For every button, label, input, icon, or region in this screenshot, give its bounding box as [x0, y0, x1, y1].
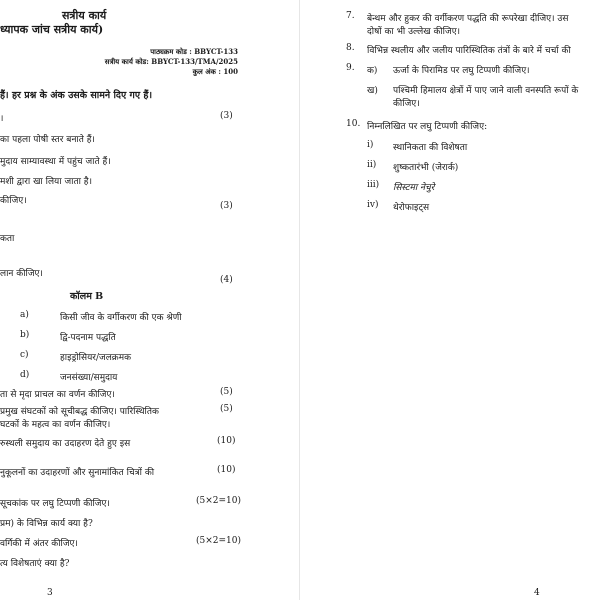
- question-line: ता से मृदा प्राचल का वर्णन कीजिए।: [0, 390, 115, 400]
- column-b-header: कॉलम B: [70, 291, 104, 302]
- column-b-label: c): [20, 350, 29, 360]
- list-item-label: ii): [367, 160, 377, 170]
- question-line: रुस्थली समुदाय का उदाहरण देते हुए इस: [0, 439, 131, 449]
- instruction-text: हैं। हर प्रश्न के अंक उसके सामने दिए गए हैं।: [0, 90, 153, 101]
- right-page: [300, 0, 600, 600]
- question-line: कीजिए।: [0, 196, 27, 206]
- question-line: मुदाय साम्यावस्था में पहुंच जाते हैं।: [0, 157, 111, 167]
- sub-question-text: पश्चिमी हिमालय क्षेत्रों में पाए जाने वाली वनस्पति रूपों के: [393, 86, 579, 96]
- question-number: 8.: [346, 43, 355, 53]
- question-line: त्य विशेषताएं क्या है?: [0, 559, 70, 569]
- assignment-heading: सत्रीय कार्य: [62, 9, 107, 22]
- column-b-item: जनसंख्या/समुदाय: [60, 373, 118, 383]
- list-item-label: i): [367, 140, 374, 150]
- list-item: स्थानिकता की विशेषता: [393, 143, 468, 153]
- column-b-item: किसी जीव के वर्गीकरण की एक श्रेणी: [60, 313, 182, 323]
- question-marks: (5): [220, 387, 233, 397]
- question-line: प्रमुख संघटकों को सूचीबद्ध कीजिए। पारिस्थितिक: [0, 407, 159, 417]
- question-text: विभिन्न स्थलीय और जलीय पारिस्थितिक तंत्रों के बारे में चर्चा की: [367, 46, 571, 56]
- question-line: नुकूलनों का उदाहरणों और सुनामांकित चित्रों की: [0, 468, 155, 478]
- question-marks: (5): [220, 404, 233, 414]
- question-line: का पहला पोषी स्तर बनाते हैं।: [0, 135, 95, 145]
- column-b-label: d): [20, 370, 30, 380]
- course-code: पाठ्यक्रम कोड : BBYCT-133: [150, 47, 238, 56]
- question-line: मशी द्वारा खा लिया जाता है।: [0, 177, 92, 187]
- list-item: शुष्कतारंभी (जेरार्क): [393, 163, 459, 173]
- question-line: वर्गिकी में अंतर कीजिए।: [0, 539, 78, 549]
- question-text: दोषों का भी उल्लेख कीजिए।: [367, 27, 461, 37]
- question-text: बेन्थम और हुकर की वर्गीकरण पद्धति की रूपरेखा दीजिए। उस: [367, 14, 569, 24]
- question-marks: (5×2=10): [196, 496, 242, 506]
- question-marks: (4): [220, 275, 233, 285]
- question-line: सूचकांक पर लघु टिप्पणी कीजिए।: [0, 499, 110, 509]
- question-marks: (10): [217, 436, 236, 446]
- assignment-subheading: ध्यापक जांच सत्रीय कार्य): [0, 23, 104, 36]
- question-line: लान कीजिए।: [0, 269, 43, 279]
- assignment-code: सत्रीय कार्य कोड: BBYCT-133/TMA/2025: [104, 57, 238, 66]
- sub-question-label: क): [367, 66, 378, 76]
- question-marks: (3): [220, 201, 233, 211]
- list-item-label: iii): [367, 180, 380, 190]
- question-number: 10.: [346, 119, 361, 129]
- question-marks: (5×2=10): [196, 536, 242, 546]
- question-marks: (10): [217, 465, 236, 475]
- question-text: निम्नलिखित पर लघु टिप्पणी कीजिए:: [367, 122, 488, 132]
- question-line: ।: [0, 114, 4, 124]
- sub-question-label: ख): [367, 86, 378, 96]
- question-line: घटकों के महत्व का वर्णन कीजिए।: [0, 420, 111, 430]
- question-marks: (3): [220, 111, 233, 121]
- page-number: 4: [534, 588, 540, 598]
- column-b-item: हाइड्रोसियर/जलक्रमक: [60, 353, 132, 363]
- question-number: 7.: [346, 11, 355, 21]
- column-b-label: a): [20, 310, 29, 320]
- sub-question-text: कीजिए।: [393, 99, 420, 109]
- sub-question-text: ऊर्जा के पिरामिड पर लघु टिप्पणी कीजिए।: [393, 66, 530, 76]
- column-b-item: द्वि-पदनाम पद्धति: [60, 333, 116, 343]
- question-line: प्रम) के विभिन्न कार्य क्या है?: [0, 519, 93, 529]
- list-item: सिस्टमा नेचुरे: [393, 183, 435, 193]
- column-b-label: b): [20, 330, 30, 340]
- question-line: कता: [0, 234, 15, 244]
- list-item-label: iv): [367, 200, 379, 210]
- page-number: 3: [47, 588, 53, 598]
- list-item: थेरोफाइट्स: [393, 203, 430, 213]
- max-marks: कुल अंक : 100: [192, 67, 238, 76]
- question-number: 9.: [346, 63, 355, 73]
